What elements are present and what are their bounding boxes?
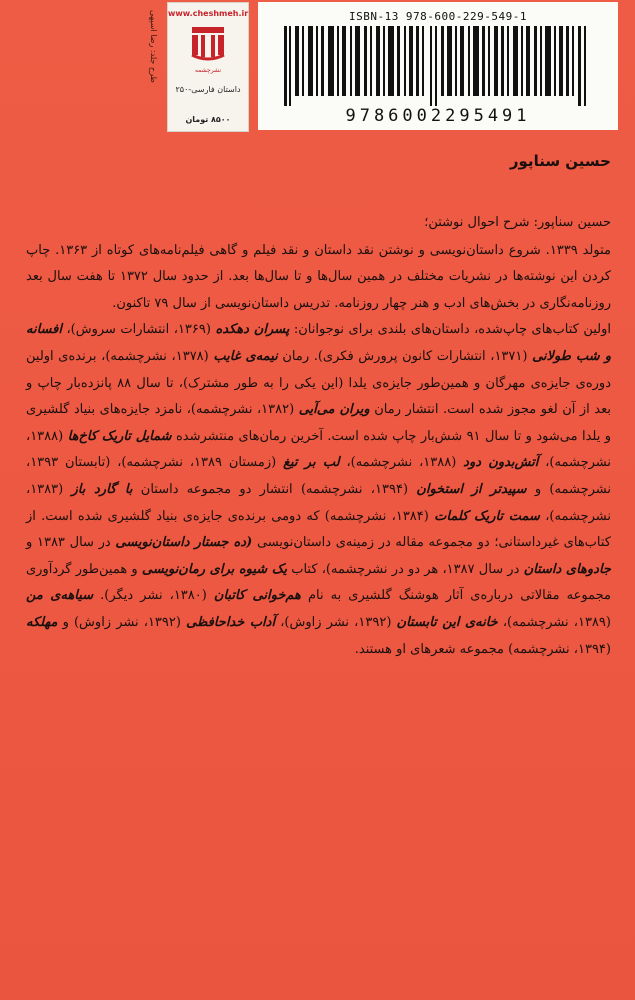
book-title: افسانه و شب طولانی [26, 322, 611, 364]
book-title: جادوهای داستان [523, 561, 611, 577]
barcode-bars [270, 26, 608, 106]
isbn-digits: 9786002295491 [345, 106, 531, 126]
bio-text: (۱۳۷۸، نشرچشمه)، برنده‌ی اولین دوره‌ی جایزه‌ی مهرگان و همین‌طور جایزه‌ی یلدا (این یکی را به طور مشترک)، تا سال ۸۸ پانزده‌بار چاپ و بعد از آن لغو مجوز شده است. انتشار رمان [26, 348, 611, 418]
bio-text: (۱۳۸۸، نشرچشمه)، [346, 455, 457, 471]
book-title: نیمه‌ی غایب [213, 348, 278, 364]
author-biography [26, 210, 611, 663]
bio-text: (۱۳۹۴، نشرچشمه) مجموعه شعرهای او هستند. [354, 641, 611, 657]
bio-text: (۱۳۶۹، انتشارات سروش)، [66, 322, 211, 338]
book-title: آداب خداحافظی [186, 614, 276, 630]
book-title: سمت تاریک کلمات [434, 508, 540, 524]
bio-paragraph-1: متولد ۱۳۳۹. شروع داستان‌نویسی و نوشتن نقد داستان و نقد فیلم و گاهی فیلم‌نامه‌های کوتاه از ۱۳۶۳. چاپ کردن این نوشته‌ها در نشریات مختلف در همین سال‌ها و تا سال‌ها بعد. از حدود سال ۱۳۷۲ تا هفت سال بعد روزنامه‌نگاری در بخش‌های ادب و هنر چهار روزنامه. تدریس داستان‌نویسی از سال ۷۹ تاکنون. [26, 242, 611, 311]
bio-text: (۱۳۷۱، انتشارات کانون پرورش فکری). رمان [282, 348, 528, 364]
book-title: پسران دهکده [215, 322, 290, 338]
book-title: خانه‌ی این تابستان [396, 614, 498, 630]
bio-text: در سال ۱۳۸۷، هر دو در نشرچشمه)، کتاب [291, 561, 520, 577]
bio-text: (۱۳۹۲، نشر زاوش) و [62, 614, 181, 630]
bio-text: (۱۳۸۰، نشر دیگر). [100, 588, 207, 604]
bio-text: (۱۳۹۴، نشرچشمه) انتشار دو مجموعه داستان [140, 481, 409, 497]
bio-text: (۱۳۸۹، نشرچشمه)، [502, 614, 611, 630]
price-label: ۸۵۰۰ تومان [185, 115, 231, 124]
book-title: یک شیوه برای رمان‌نویسی [141, 561, 288, 577]
publisher-website: www.cheshmeh.ir [168, 9, 249, 18]
book-title: ویران می‌آیی [298, 402, 370, 418]
book-title: شمایل تاریک کاخ‌ها [67, 428, 172, 444]
bio-intro: حسین سناپور: شرح احوال نوشتن؛ [424, 215, 611, 230]
book-title: مهلکه [26, 614, 58, 630]
bio-text: (۱۳۸۲، نشرچشمه)، نامزد جایزه‌های بنیاد گلشیری و یلدا می‌شود و تا سال ۹۱ شش‌بار چاپ شده است. آخرین رمان‌های منتشرشده [26, 402, 611, 444]
book-title: (ده جستار داستان‌نویسی [115, 535, 253, 551]
bio-paragraph-2 [26, 317, 611, 663]
author-name: حسین سناپور [509, 152, 611, 170]
bio-text: (زمستان ۱۳۸۹، نشرچشمه)، [117, 455, 277, 471]
book-title: لب بر تیغ [283, 455, 340, 471]
bio-text: (۱۳۸۸، نشرچشمه)، [26, 428, 612, 471]
bio-text: (تابستان ۱۳۹۳، نشرچشمه) و [26, 455, 611, 497]
bio-text: (۱۳۸۴، نشرچشمه) که دومی برنده‌ی جایزه‌ی بنیاد گلشیری شده است. از کتاب‌های غیرداستانی؛ دو مجموعه مقاله در زمینه‌ی داستان‌نویسی [26, 508, 611, 551]
bio-text: (۱۳۸۳، نشرچشمه)، [26, 481, 611, 524]
cheshmeh-logo-icon [190, 25, 226, 61]
book-title: آتش‌بدون دود [463, 455, 539, 471]
cover-design-credit: طرح جلد: رضا اسپهی [149, 10, 158, 83]
bio-text: (۱۳۹۲، نشر زاوش)، [280, 614, 392, 630]
book-title: سپیدتر از استخوان [416, 481, 527, 497]
bio-text: و همین‌طور گردآوری مجموعه مقالاتی درباره‌ی آثار هوشنگ گلشیری به نام [26, 561, 611, 604]
publisher-sticker [167, 2, 249, 132]
category-label: داستان فارسی-۲۵۰ [175, 85, 241, 94]
publisher-name: نشرچشمه [194, 67, 222, 74]
barcode-box [258, 2, 618, 130]
isbn-line: ISBN-13 978-600-229-549-1 [348, 10, 528, 23]
book-title: با گارد باز [71, 481, 133, 497]
book-title: هم‌خوانی کاتبان [213, 588, 301, 604]
bio-text: اولین کتاب‌های چاپ‌شده، داستان‌های بلندی برای نوجوانان: [293, 322, 611, 338]
bio-text: در سال ۱۳۸۳ و [26, 535, 111, 551]
book-title: سیاهه‌ی من [26, 588, 94, 604]
